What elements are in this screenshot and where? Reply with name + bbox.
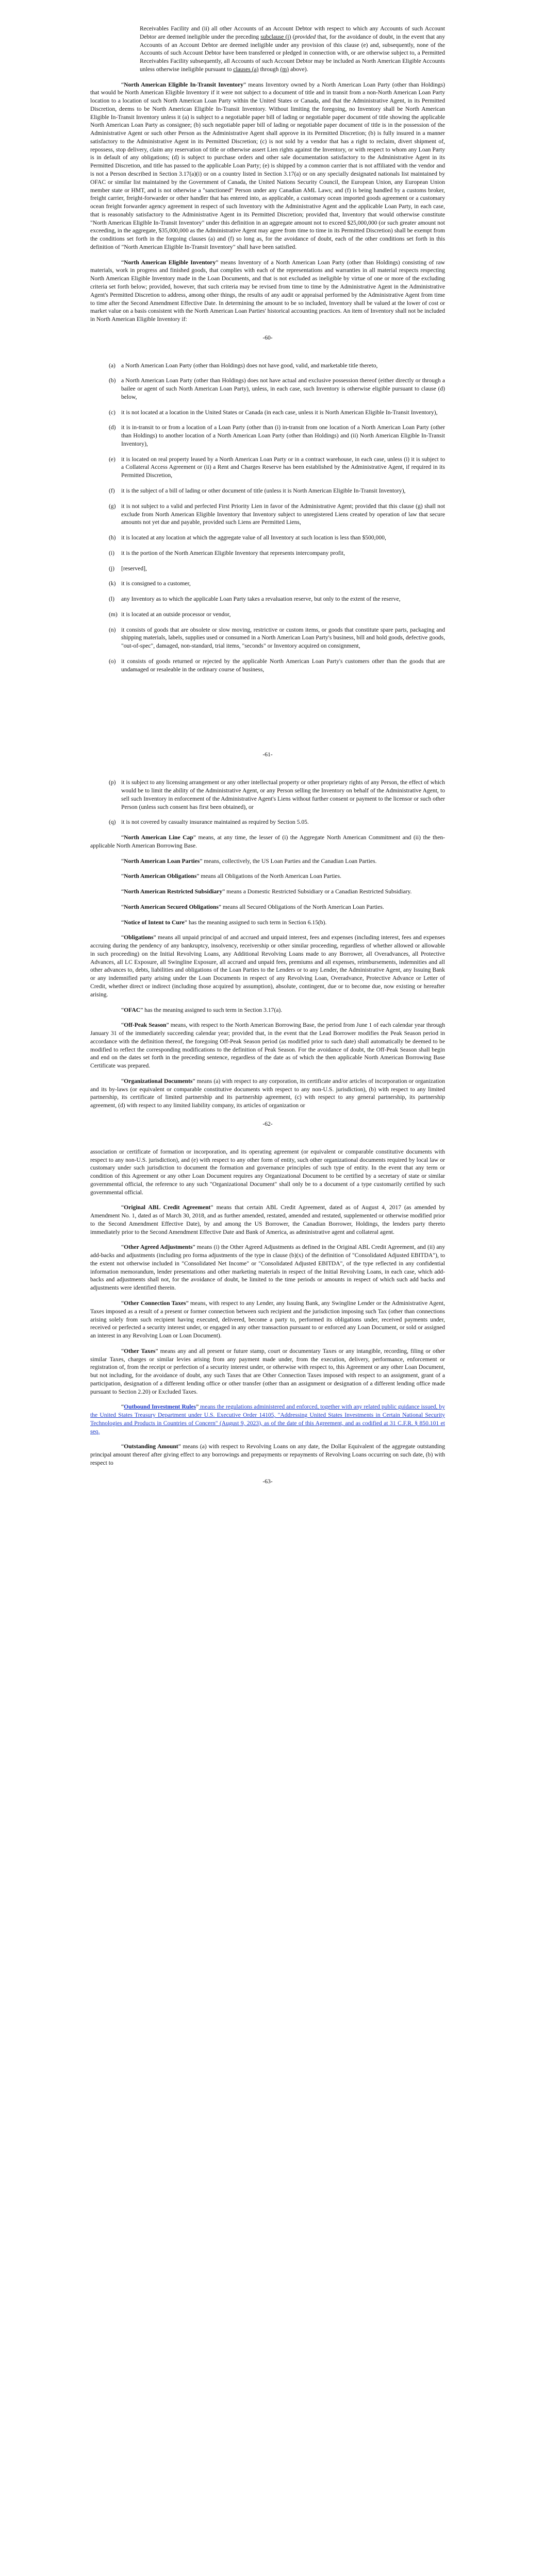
- definition-paragraph: “North American Secured Obligations” means all Secured Obligations of the North American Loan Parties.: [121, 903, 384, 910]
- definition-paragraph: “OFAC” has the meaning assigned to such term in Section 3.17(a).: [121, 1006, 283, 1013]
- text-segment: through: [258, 65, 281, 73]
- defined-term: Outstanding Amount: [124, 1443, 178, 1450]
- definition-paragraph: “North American Line Cap” means, at any time, the lesser of (i) the Aggregate North American Commitment and (ii) the then-applicable North American Borrowing Base.: [90, 834, 445, 849]
- definition-body: has the meaning assigned to such term in Section 6.15(b).: [187, 919, 327, 926]
- clause-text: a North American Loan Party (other than Holdings) does not have good, valid, and marketable title thereto,: [121, 362, 378, 369]
- clause-label: (o): [109, 657, 116, 665]
- text-segment: provided: [294, 33, 316, 40]
- definition-paragraph: “Other Taxes” means any and all present or future stamp, court or documentary Taxes or any intangible, recording, filing or other similar Taxes, charges or similar levies arising from any payment made under, from the execution, delivery, performance, enforcement or registration of, from the receipt or perfection of a security interest under, or otherwise with respect to, this Agreement or any other Loan Document, but not including, for the avoidance of doubt, any such Taxes that are Other Connection Taxes imposed with respect to an assignment, grant of a participation, designation of a different lending office or other transfer (other than an assignment or designation of a different lending office made pursuant to Section 2.20) or Excluded Taxes.: [90, 1347, 445, 1395]
- defined-term: North American Eligible Inventory: [124, 259, 216, 266]
- clause-label: (p): [109, 779, 116, 786]
- list-item: [90, 455, 445, 480]
- definition-body: means Inventory owned by a North American Loan Party (other than Holdings) that would be North American Eligible Inventory if it were not subject to a document of title and in transit from a non-North American Loan Party location to a location of such North American Loan Party within the United States or Canada, and that the Administrative Agent, in its Permitted Discretion, deems to be North American Eligible In-Transit Inventory. Without limiting the foregoing, no Inventory shall be North American Eligible In-Transit Inventory unless it (a) is subject to a negotiable paper bill of lading or negotiable paper document of title showing the applicable North American Loan Party as consignee; (b) such negotiable paper bill of lading or negotiable paper document of title is in the possession of the Administrative Agent or such other Person as the Administrative Agent shall approve in its Permitted Discretion; (b) is fully insured in a manner satisfactory to the Administrative Agent in its Permitted Discretion; (c) is not sold by a vendor that has a right to reclaim, divert shipment of, repossess, stop delivery, claim any reservation of title or otherwise assert Lien rights against the Inventory, or with respect to whom any Loan Party is in default of any obligations; (d) is subject to purchase orders and other sale documentation satisfactory to the Administrative Agent in its Permitted Discretion, and title has passed to the applicable Loan Party; (e) is shipped by a common carrier that is not affiliated with the vendor and is not a Person described in Section 3.17(a)(i) or on a country listed in Section 3.17(a) or on any specially designated nationals list maintained by OFAC or similar list maintained by the Government of Canada, the United Nations Security Council, the European Union, any European Union member state or HMT, and is not otherwise a "sanctioned" Person under any Canadian AML Laws; and (f) is being handled by a customs broker, freight carrier, freight-forwarder or other handler that has entered into, as applicable, a customary ocean imported goods agreement or a customary ocean freight forwarder agency agreement in respect of such Inventory with the Administrative Agent and the applicable Loan Party, in each case, that is reasonably satisfactory to the Administrative Agent in its Permitted Discretion; provided that, Inventory that would otherwise constitute "North American Eligible In-Transit Inventory" under this definition in an aggregate amount not to exceed $25,000,000 (or such greater amount not exceeding, in the aggregate, $35,000,000 as the Administrative Agent may agree from time to time in its Permitted Discretion) shall be exempt from the conditions set forth in the forgoing clauses (a) and (f) so long as, for the avoidance of doubt, each of the other conditions set forth in this definition of "North American Eligible In-Transit Inventory" shall have been satisfied.: [90, 81, 445, 250]
- definition-body: means (i) the Other Agreed Adjustments as defined in the Original ABL Credit Agreement, and (ii) any add-backs and adjustments (including pro forma adjustments of the type in clause (b)(x) of the definition of "Consolidated Adjusted EBITDA"), to the extent not otherwise included in "Consolidated Net Income" or "Consolidated Adjusted EBITDA", of the type reflected in any confidential information memorandum, lender presentations and other marketing materials in respect of the Initial Revolving Loans, in each case, which add-backs and adjustments shall not, for the avoidance of doubt, be limited to the time periods or amounts in respect of which such add backs and adjustments were identified therein.: [90, 1244, 445, 1292]
- page-number: -63-: [262, 1478, 273, 1485]
- list-item: [90, 549, 445, 557]
- list-item: [90, 502, 445, 527]
- clause-label: (m): [109, 611, 118, 618]
- definition-body: means all unpaid principal of and accrued and unpaid interest, fees and expenses (including interest, fees and expenses accruing during the pendency of any bankruptcy, insolvency, receivership or other similar proceeding, regardless of whether allowed or allowable in such proceeding) on the Initial Revolving Loans, any Additional Revolving Loans made to any Borrower, all Overadvances, all Protective Advances, all LC Exposure, all Swingline Exposure, all accrued and unpaid fees, premiums and all expenses, reimbursements, indemnities and all other advances to, debts, liabilities and obligations of the Loan Parties to the Lenders or to any Lender, the Administrative Agent, any Issuing Bank or any indemnified party arising under the Loan Documents in respect of any Revolving Loan, Overadvance, Protective Advance or Letter of Credit, whether direct or indirect (including those acquired by assumption), absolute, contingent, due or to become due, now existing or hereafter arising.: [90, 934, 445, 998]
- definition-body: means a Domestic Restricted Subsidiary or a Canadian Restricted Subsidiary.: [225, 888, 412, 895]
- defined-term: North American Line Cap: [124, 834, 193, 841]
- clause-text: it is subject to any licensing arrangement or any other intellectual property or other proprietary rights of any Person, the effect of which would be to limit the ability of the Administrative Agent, or any Person selling the Inventory on behalf of the Administrative Agent, to sell such Inventory in enforcement of the Administrative Agent's Liens without further consent or payment to the licensor or such other Person (unless such consent has first been obtained), or: [121, 779, 445, 810]
- defined-term: North American Secured Obligations: [124, 903, 219, 910]
- clause-text: it is not subject to a valid and perfected First Priority Lien in favor of the Administrative Agent; provided that this clause (g) shall not exclude from North American Eligible Inventory that Inventory subject to unregistered Liens created by operation of law that secure amounts not yet due and payable, provided such Liens are Permitted Liens,: [121, 502, 445, 526]
- definition-paragraph: “North American Eligible Inventory” means Inventory of a North American Loan Party (other than Holdings) consisting of raw materials, work in progress and finished goods, that complies with each of the representations and warranties in all material respects respecting North American Eligible Inventory made in the Loan Documents, and that is not excluded as ineligible by virtue of one or more of the excluding criteria set forth below; provided, however, that such criteria may be revised from time to time by the Administrative Agent in the Administrative Agent's Permitted Discretion to address, among other things, the results of any audit or appraisal performed by the Administrative Agent from time to time after the Second Amendment Effective Date. In determining the amount to be so included, Inventory shall be valued at the lower of cost or market value on a basis consistent with the North American Loan Parties' historical accounting practices. An item of Inventory shall not be included in North American Eligible Inventory if:: [90, 259, 446, 323]
- clause-text: it is in-transit to or from a location of a Loan Party (other than (i) in-transit from one location of a North American Loan Party (other than Holdings) to another location of a North American Loan Party (other than Holdings) and (ii) North American Eligible In-Transit Inventory),: [121, 424, 445, 447]
- definition-paragraph: “Off-Peak Season” means, with respect to the North American Borrowing Base, the period from June 1 of each calendar year through January 31 of the immediately succeeding calendar year; provided that, in the event that the Lead Borrower modifies the Peak Season period in accordance with the definition thereof, the foregoing Off-Peak Season period (as modified prior to such date) shall automatically be deemed to be modified to reflect the corresponding modifications to the definition of Peak Season. For the avoidance of doubt, the Off-Peak Season shall begin and end on the dates set forth in the preceding sentence, regardless of the date as of which the then applicable North American Borrowing Base Certificate was prepared.: [90, 1022, 445, 1070]
- defined-term: Other Connection Taxes: [124, 1299, 186, 1307]
- definition-body: has the meaning assigned to such term in Section 3.17(a).: [143, 1006, 283, 1013]
- cross-reference: (m): [280, 65, 289, 73]
- defined-term: North American Restricted Subsidiary: [124, 888, 223, 895]
- definition-paragraph: “Other Agreed Adjustments” means (i) the Other Agreed Adjustments as defined in the Original ABL Credit Agreement, and (ii) any add-backs and adjustments (including pro forma adjustments of the type in clause (b)(x) of the definition of "Consolidated Adjusted EBITDA"), to the extent not otherwise included in "Consolidated Net Income" or "Consolidated Adjusted EBITDA", of the type reflected in any confidential information memorandum, lender presentations and other marketing materials in respect of the Initial Revolving Loans, in each case, which add-backs and adjustments shall not, for the avoidance of doubt, be limited to the time periods or amounts in respect of which such add backs and adjustments were identified therein.: [90, 1244, 445, 1292]
- clause-text: it is the portion of the North American Eligible Inventory that represents intercompany profit,: [121, 549, 345, 556]
- defined-term: Organizational Documents: [124, 1077, 193, 1084]
- clause-text: it consists of goods returned or rejected by the applicable North American Loan Party's customers other than the goods that are undamaged or resaleable in the ordinary course of business,: [121, 657, 445, 673]
- definition-body: means that certain ABL Credit Agreement, dated as of August 4, 2017 (as amended by Amendment No. 1, dated as of March 30, 2018, and as further amended, restated, amended and restated, supplemented or otherwise modified prior to the Second Amendment Effective Date), by and among the US Borrower, the Canadian Borrower, Holdings, the lenders party thereto immediately prior to the Second Amendment Effective Date and Bank of America, as administrative agent and collateral agent.: [90, 1204, 445, 1235]
- definition-body: means, at any time, the lesser of (i) the Aggregate North American Commitment and (ii) the then-applicable North American Borrowing Base.: [90, 834, 445, 849]
- list-item: [90, 818, 445, 826]
- defined-term: Original ABL Credit Agreement: [124, 1204, 211, 1211]
- clause-text: it is located at any location at which the aggregate value of all Inventory at such location is less than $500,000,: [121, 534, 386, 541]
- definition-paragraph: “Notice of Intent to Cure” has the meaning assigned to such term in Section 6.15(b).: [121, 919, 327, 926]
- definition-paragraph: “North American Restricted Subsidiary” means a Domestic Restricted Subsidiary or a Canadian Restricted Subsidiary.: [121, 888, 412, 895]
- definition-paragraph: “Obligations” means all unpaid principal of and accrued and unpaid interest, fees and expenses (including interest, fees and expenses accruing during the pendency of any bankruptcy, insolvency, receivership or other similar proceeding, regardless of whether allowed or allowable in such proceeding) on the Initial Revolving Loans, any Additional Revolving Loans made to any Borrower, all Overadvances, all Protective Advances, all LC Exposure, all Swingline Exposure, all accrued and unpaid fees, premiums and all expenses, reimbursements, indemnities and all other advances to, debts, liabilities and obligations of the Loan Parties to the Lenders or to any Lender, the Administrative Agent, any Issuing Bank or any indemnified party arising under the Loan Documents in respect of any Revolving Loan, Overadvance, Protective Advance or Letter of Credit, whether direct or indirect (including those acquired by assumption), absolute, contingent, due or to become due, now existing or hereafter arising.: [90, 934, 445, 998]
- clause-e-continuation: [90, 25, 445, 74]
- text-segment: that, for the avoidance of doubt, in the event that any Accounts of an Account Debtor are deemed ineligible under any provision of this clause (e) and, subsequently, none of the Accounts of such Account Debtor have been transferred or pledged in connection with, or are otherwise subject to, a Permitted Receivables Facility subsequently, all Accounts of such Account Debtor may be included as North American Eligible Accounts unless otherwise ineligible pursuant to: [140, 33, 446, 73]
- clause-label: (g): [109, 502, 116, 510]
- clause-label: (h): [109, 534, 116, 541]
- definition-body: means, collectively, the US Loan Parties and the Canadian Loan Parties.: [202, 857, 377, 865]
- list-item: [90, 409, 445, 417]
- clause-label: (a): [109, 362, 116, 369]
- clause-text: [reserved],: [121, 565, 147, 572]
- text-segment: (: [291, 33, 295, 40]
- defined-term: Obligations: [124, 934, 154, 941]
- definition-body: means any and all present or future stamp, court or documentary Taxes or any intangible, recording, filing or other similar Taxes, charges or similar levies arising from any payment made under, from the execution, delivery, performance, enforcement or registration of, from the receipt or perfection of a security interest under, or otherwise with respect to, this Agreement or any other Loan Document, but not including, for the avoidance of doubt, any such Taxes that are Other Connection Taxes imposed with respect to an assignment, grant of a participation, designation of a different lending office or other transfer (other than an assignment or designation of a different lending office made pursuant to Section 2.20) or Excluded Taxes.: [90, 1347, 445, 1395]
- definitions-block: [90, 834, 445, 1110]
- definition-body: means all Obligations of the North American Loan Parties.: [199, 873, 341, 880]
- list-item: [90, 778, 445, 811]
- definition-body: means Inventory of a North American Loan Party (other than Holdings) consisting of raw materials, work in progress and finished goods, that complies with each of the representations and warranties in all material respects respecting North American Eligible Inventory made in the Loan Documents, and that is not excluded as ineligible by virtue of one or more of the excluding criteria set forth below; provided, however, that such criteria may be revised from time to time by the Administrative Agent in the Administrative Agent's Permitted Discretion to address, among other things, the results of any audit or appraisal performed by the Administrative Agent from time to time after the Second Amendment Effective Date. In determining the amount to be so included, Inventory shall be valued at the lower of cost or market value on a basis consistent with the North American Loan Parties' historical accounting practices. An item of Inventory shall not be included in North American Eligible Inventory if:: [90, 259, 446, 323]
- page-number: -61-: [262, 751, 273, 758]
- clause-label: (k): [109, 580, 116, 587]
- clause-text: any Inventory as to which the applicable Loan Party takes a revaluation reserve, but only to the extent of the reserve,: [121, 596, 401, 603]
- list-item: [90, 657, 445, 674]
- definition-paragraph: “Organizational Documents” means (a) with respect to any corporation, its certificate and/or articles of incorporation or organization and its by-laws (or equivalent or comparable constitutive documents with respect to any non-U.S. jurisdiction), (b) with respect to any limited partnership, its certificate of limited partnership and its partnership agreement, (c) with respect to any general partnership, its partnership agreement, (d) with respect to any limited liability company, its articles of organization or: [90, 1077, 446, 1109]
- clause-label: (n): [109, 626, 116, 633]
- defined-term: North American Obligations: [124, 873, 197, 880]
- clause-label: (d): [109, 424, 116, 431]
- page-number: -62-: [262, 1120, 273, 1127]
- defined-term: Off-Peak Season: [124, 1022, 167, 1029]
- text-segment: above).: [289, 65, 308, 73]
- definition-paragraph: “Outstanding Amount” means (a) with respect to Revolving Loans on any date, the Dollar Equivalent of the aggregate outstanding principal amount thereof after giving effect to any borrowings and prepayments or repayments of Revolving Loans occurring on such date, (b) with respect to: [90, 1443, 445, 1466]
- defined-term: Notice of Intent to Cure: [124, 919, 185, 926]
- definition-paragraph: “Other Connection Taxes” means, with respect to any Lender, any Issuing Bank, any Swingline Lender or the Administrative Agent, Taxes imposed as a result of a present or former connection between such recipient and the jurisdiction imposing such Tax (other than connections arising solely from such recipient having executed, delivered, become a party to, performed its obligations under, received payments under, received or perfected a security interest under, or engaged in any other transaction pursuant to or enforced any Loan Document, or sold or assigned an interest in any Revolving Loan or Loan Document).: [90, 1299, 445, 1340]
- definition-paragraph: “North American Loan Parties” means, collectively, the US Loan Parties and the Canadian Loan Parties.: [121, 857, 377, 865]
- defined-term: Other Taxes: [124, 1347, 156, 1354]
- page-number: -60-: [262, 334, 273, 341]
- clause-label: (b): [109, 377, 116, 384]
- clause-label: (i): [109, 549, 114, 556]
- defined-term-link[interactable]: Outbound Investment Rules: [124, 1403, 196, 1411]
- inventory-exclusion-list-continued: [90, 778, 445, 826]
- defined-term: North American Eligible In-Transit Inventory: [124, 81, 244, 88]
- clause-text: it consists of goods that are obsolete or slow moving, restrictive or custom items, or goods that constitute spare parts, packaging and shipping materials, labels, supplies used or consumed in a North American Loan Party's business, bill and hold goods, defective goods, "out-of-spec", damaged, non-standard, trial items, "seconds" or Inventory acquired on consignment,: [121, 626, 445, 650]
- defined-term: North American Loan Parties: [124, 857, 200, 865]
- organizational-documents-continuation: association or certificate of formation or incorporation, and its operating agreement (or equivalent or comparable constitutive documents with respect to any non-U.S. jurisdiction), and (e) with respect to any other form of entity, such other organizational documents required by local law or customary under such jurisdiction to document the formation and governance principles of such type of entity. In the event that any term or condition of this Agreement or any other Loan Document requires any Organizational Document to be certified by a secretary of state or similar governmental official, the reference to any such "Organizational Document" shall only be to a document of a type customarily certified by such governmental official.: [90, 1148, 445, 1196]
- inventory-exclusion-list: [90, 362, 445, 674]
- clause-text: it is not covered by casualty insurance maintained as required by Section 5.05.: [121, 819, 309, 826]
- clause-label: (j): [109, 565, 114, 572]
- cross-reference: subclause (i): [260, 33, 291, 40]
- clause-text: it is the subject of a bill of lading or other document of title (unless it is North American Eligible In-Transit Inventory),: [121, 487, 406, 494]
- definition-body: means (a) with respect to any corporation, its certificate and/or articles of incorporation or organization and its by-laws (or equivalent or comparable constitutive documents with respect to any non-U.S. jurisdiction), (b) with respect to any limited partnership, its certificate of limited partnership and its partnership agreement, (c) with respect to any general partnership, its partnership agreement, (d) with respect to any limited liability company, its articles of organization or: [90, 1077, 446, 1109]
- list-item: [90, 595, 445, 603]
- list-item: [90, 487, 445, 495]
- definition-paragraph: “Original ABL Credit Agreement” means that certain ABL Credit Agreement, dated as of August 4, 2017 (as amended by Amendment No. 1, dated as of March 30, 2018, and as further amended, restated, amended and restated, supplemented or otherwise modified prior to the Second Amendment Effective Date), by and among the US Borrower, the Canadian Borrower, Holdings, the lenders party thereto immediately prior to the Second Amendment Effective Date and Bank of America, as administrative agent and collateral agent.: [90, 1204, 445, 1235]
- definition-body: means, with respect to any Lender, any Issuing Bank, any Swingline Lender or the Administrative Agent, Taxes imposed as a result of a present or former connection between such recipient and the jurisdiction imposing such Tax (other than connections arising solely from such recipient having executed, delivered, become a party to, performed its obligations under, received payments under, received or perfected a security interest under, or engaged in any other transaction pursuant to or enforced any Loan Document, or sold or assigned an interest in any Revolving Loan or Loan Document).: [90, 1299, 445, 1340]
- definition-body: means all Secured Obligations of the North American Loan Parties.: [221, 903, 384, 910]
- definition-paragraph: “North American Obligations” means all Obligations of the North American Loan Parties.: [121, 873, 341, 880]
- definitions-block: [90, 1204, 445, 1396]
- clause-text: a North American Loan Party (other than Holdings) does not have actual and exclusive possession thereof (either directly or through a bailee or agent of such North American Loan Party), unless, in each case, such Inventory is otherwise eligible pursuant to clause (d) below,: [121, 377, 445, 400]
- list-item: [90, 534, 445, 542]
- list-item: [90, 362, 445, 370]
- top-margin: [90, 0, 445, 25]
- clause-label: (f): [109, 487, 115, 494]
- definition-body-link[interactable]: means the regulations administered and enforced, together with any related public guidance issued, by the United States Treasury Department under U.S. Executive Order 14105, "Addressing United States Investments in Certain National Security Technologies and Products in Countries of Concern" (August 9, 2023), as of the date of this Agreement, and as codified at 31 C.F.R. § 850.101 et seq.: [90, 1403, 445, 1435]
- definition-body: means, with respect to the North American Borrowing Base, the period from June 1 of each calendar year through January 31 of the immediately succeeding calendar year; provided that, in the event that the Lead Borrower modifies the Peak Season period in accordance with the definition thereof, the foregoing Off-Peak Season period (as modified prior to such date) shall automatically be deemed to be modified to reflect the corresponding modifications to the definition of Peak Season. For the avoidance of doubt, the Off-Peak Season shall begin and end on the dates set forth in the preceding sentence, regardless of the date as of which the then applicable North American Borrowing Base Certificate was prepared.: [90, 1022, 445, 1070]
- list-item: [90, 377, 445, 401]
- list-item: [90, 580, 445, 588]
- clause-text: it is not located at a location in the United States or Canada (in each case, unless it is North American Eligible In-Transit Inventory),: [121, 409, 438, 416]
- defined-term: Other Agreed Adjustments: [124, 1244, 193, 1251]
- clause-text: it is consigned to a customer,: [121, 580, 191, 587]
- list-item: [90, 565, 445, 573]
- clause-text: it is located on real property leased by a North American Loan Party or in a contract warehouse, in each case, unless (i) it is subject to a Collateral Access Agreement or (ii) a Rent and Charges Reserve has been established by the Administrative Agent, if required in its Permitted Discretion,: [121, 455, 445, 479]
- defined-term: OFAC: [124, 1006, 141, 1013]
- clause-label: (q): [109, 819, 116, 826]
- list-item: [90, 611, 445, 619]
- list-item: [90, 626, 445, 650]
- cross-reference: clauses (a): [233, 65, 259, 73]
- list-item: [90, 423, 445, 448]
- clause-label: (c): [109, 409, 116, 416]
- clause-label: (l): [109, 596, 114, 603]
- text-segment: Receivables Facility and (ii) all other Accounts of an Account Debtor with respect to which any Accounts of such Account Debtor are deemed ineligible under the preceding: [140, 25, 445, 40]
- definition-body: means (a) with respect to Revolving Loans on any date, the Dollar Equivalent of the aggregate outstanding principal amount thereof after giving effect to any borrowings and prepayments or repayments of Revolving Loans occurring on such date, (b) with respect to: [90, 1443, 445, 1466]
- definition-paragraph: “North American Eligible In-Transit Inventory” means Inventory owned by a North American Loan Party (other than Holdings) that would be North American Eligible Inventory if it were not subject to a document of title and in transit from a non-North American Loan Party location to a location of such North American Loan Party within the United States or Canada, and that the Administrative Agent, in its Permitted Discretion, deems to be North American Eligible In-Transit Inventory. Without limiting the foregoing, no Inventory shall be North American Eligible In-Transit Inventory unless it (a) is subject to a negotiable paper bill of lading or negotiable paper document of title showing the applicable North American Loan Party as consignee; (b) such negotiable paper bill of lading or negotiable paper document of title is in the possession of the Administrative Agent or such other Person as the Administrative Agent shall approve in its Permitted Discretion; (b) is fully insured in a manner satisfactory to the Administrative Agent in its Permitted Discretion; (c) is not sold by a vendor that has a right to reclaim, divert shipment of, repossess, stop delivery, claim any reservation of title or otherwise assert Lien rights against the Inventory, or with respect to whom any Loan Party is in default of any obligations; (d) is subject to purchase orders and other sale documentation satisfactory to the Administrative Agent in its Permitted Discretion, and title has passed to the applicable Loan Party; (e) is shipped by a common carrier that is not affiliated with the vendor and is not a Person described in Section 3.17(a)(i) or on a country listed in Section 3.17(a) or on any specially designated nationals list maintained by OFAC or similar list maintained by the Government of Canada, the United Nations Security Council, the European Union, any European Union member state or HMT, and is not otherwise a "sanctioned" Person under any Canadian AML Laws; and (f) is being handled by a customs broker, freight carrier, freight-forwarder or other handler that has entered into, as applicable, a customary ocean imported goods agreement or a customary ocean freight forwarder agency agreement in respect of such Inventory with the Administrative Agent and the applicable Loan Party, in each case, that is reasonably satisfactory to the Administrative Agent in its Permitted Discretion; provided that, Inventory that would otherwise constitute "North American Eligible In-Transit Inventory" under this definition in an aggregate amount not to exceed $25,000,000 (or such greater amount not exceeding, in the aggregate, $35,000,000 as the Administrative Agent may agree from time to time in its Permitted Discretion) shall be exempt from the conditions set forth in the forgoing clauses (a) and (f) so long as, for the avoidance of doubt, each of the other conditions set forth in this definition of "North American Eligible In-Transit Inventory" shall have been satisfied.: [90, 81, 445, 250]
- definition-paragraph-linked[interactable]: “Outbound Investment Rules” means the regulations administered and enforced, together with any related public guidance issued, by the United States Treasury Department under U.S. Executive Order 14105, "Addressing United States Investments in Certain National Security Technologies and Products in Countries of Concern" (August 9, 2023), as of the date of this Agreement, and as codified at 31 C.F.R. § 850.101 et seq.: [90, 1403, 445, 1435]
- clause-label: (e): [109, 455, 116, 463]
- clause-text: it is located at an outside processor or vendor,: [121, 611, 231, 618]
